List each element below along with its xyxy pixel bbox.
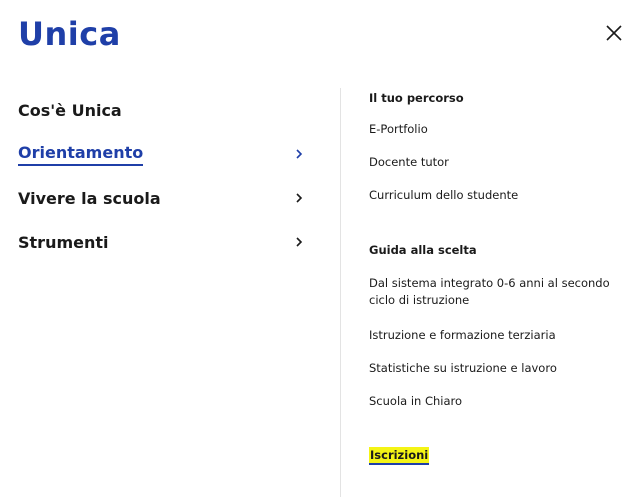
submenu-link-e-portfolio[interactable]: E-Portfolio	[369, 122, 428, 136]
close-icon	[603, 22, 625, 44]
nav-item-strumenti[interactable]	[18, 220, 308, 264]
nav-item-cos-e-unica[interactable]	[18, 88, 308, 132]
submenu-link-iscrizioni[interactable]: Iscrizioni	[369, 447, 429, 465]
submenu-link-curriculum[interactable]: Curriculum dello studente	[369, 188, 519, 202]
chevron-right-icon	[294, 148, 304, 160]
nav-item-label: Strumenti	[18, 232, 109, 252]
submenu-link-sistema-integrato[interactable]: Dal sistema integrato 0-6 anni al secondo ciclo di istruzione	[369, 276, 610, 307]
chevron-right-icon	[294, 236, 304, 248]
submenu-link-scuola-in-chiaro[interactable]: Scuola in Chiaro	[369, 394, 463, 408]
close-menu-button[interactable]	[603, 22, 625, 44]
nav-item-label: Vivere la scuola	[18, 188, 161, 208]
main-nav	[18, 88, 308, 264]
unica-logo[interactable]: Unica	[18, 15, 121, 53]
section-title-il-tuo-percorso: Il tuo percorso	[369, 91, 464, 105]
nav-item-orientamento[interactable]	[18, 132, 308, 176]
menu-divider	[340, 88, 341, 497]
nav-item-label: Cos'è Unica	[18, 100, 122, 120]
chevron-right-icon	[294, 192, 304, 204]
nav-item-label: Orientamento	[18, 143, 143, 166]
submenu-link-istruzione-terziaria[interactable]: Istruzione e formazione terziaria	[369, 328, 556, 342]
nav-item-vivere-la-scuola[interactable]	[18, 176, 308, 220]
section-title-guida-alla-scelta: Guida alla scelta	[369, 243, 477, 257]
submenu-link-docente-tutor[interactable]: Docente tutor	[369, 155, 449, 169]
submenu-link-statistiche[interactable]: Statistiche su istruzione e lavoro	[369, 361, 557, 375]
